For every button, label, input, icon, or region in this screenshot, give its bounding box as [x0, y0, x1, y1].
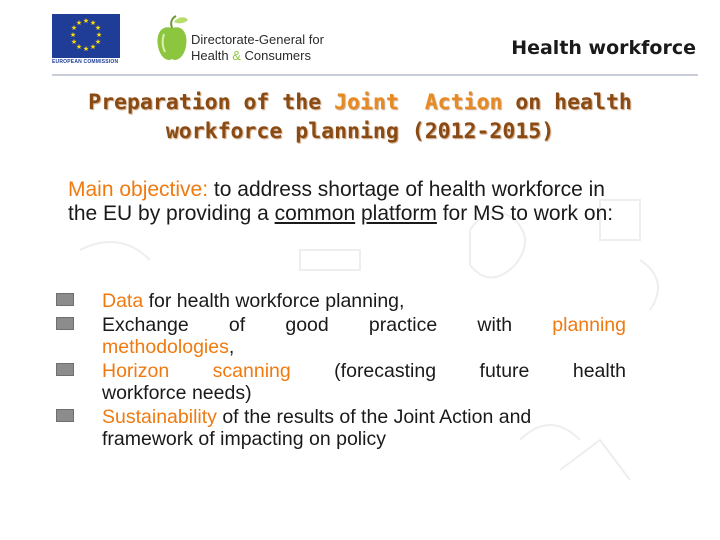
slide-title [30, 88, 690, 146]
svg-text:★: ★ [70, 38, 78, 46]
eu-logo-caption: EUROPEAN COMMISSION [52, 59, 119, 65]
svg-text:★: ★ [94, 38, 102, 46]
svg-text:★: ★ [75, 19, 83, 27]
svg-text:★: ★ [89, 19, 97, 27]
dg-logo-line1: Directorate-General for [191, 32, 324, 47]
main-objective: Main objective: to address shortage of health workforce in the EU by providing a common platform for MS to work on: [68, 178, 614, 225]
svg-text:★: ★ [70, 24, 78, 32]
svg-text:★: ★ [82, 17, 90, 25]
section-title: Health workforce [511, 37, 696, 59]
svg-text:★: ★ [69, 31, 77, 39]
slide-title-line1: Preparation of the Joint Action on health [88, 90, 632, 115]
svg-text:★: ★ [95, 31, 103, 39]
list-item: Sustainability of the results of the Joint Action and framework of impacting on policy [56, 406, 626, 451]
dg-logo-line2: Health & Consumers [191, 48, 311, 63]
eu-commission-logo [52, 14, 120, 66]
eu-flag-icon [52, 14, 120, 58]
slide-title-line2: workforce planning (2012-2015) [165, 119, 555, 144]
square-bullet-icon [56, 363, 74, 376]
apple-leaf-icon [154, 14, 190, 64]
bullet-list [56, 290, 626, 452]
svg-text:★: ★ [89, 43, 97, 51]
square-bullet-icon [56, 409, 74, 422]
list-item: Data for health workforce planning, [56, 290, 626, 313]
svg-text:★: ★ [75, 43, 83, 51]
header-divider [52, 74, 698, 76]
square-bullet-icon [56, 317, 74, 330]
dg-health-consumers-logo [154, 14, 344, 66]
svg-text:★: ★ [82, 45, 90, 53]
objective-label: Main objective: [68, 178, 209, 201]
list-item: Exchange of good practice with planning methodologies, [56, 314, 626, 359]
list-item: Horizon scanning (forecasting future health workforce needs) [56, 360, 626, 405]
square-bullet-icon [56, 293, 74, 306]
svg-text:★: ★ [94, 24, 102, 32]
